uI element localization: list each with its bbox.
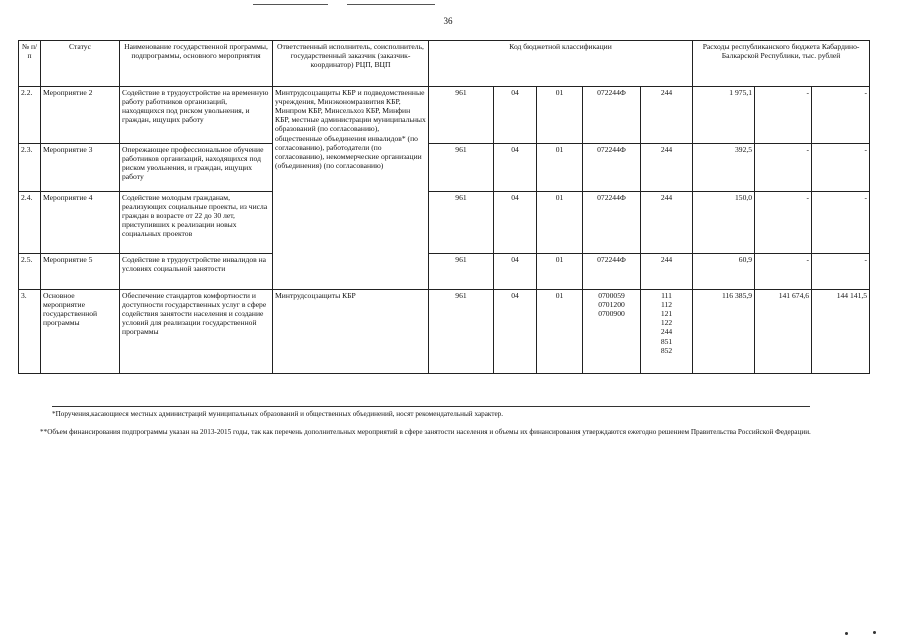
scan-speck [845, 632, 848, 635]
pr-code: 01 [537, 87, 583, 144]
expense-year-3: - [812, 87, 870, 144]
row-status: Основное мероприятие государственной программы [41, 290, 120, 374]
header-status: Статус [41, 41, 120, 87]
vr-code: 111 [661, 291, 672, 300]
row-executor: Минтрудсоцзащиты КБР [273, 290, 429, 374]
header-executor: Ответственный исполнитель, соисполнитель, государственный заказчик (заказчик-координатор) РЦП, ВЦП [273, 41, 429, 87]
expense-year-2: - [755, 144, 812, 192]
row-name: Обеспечение стандартов комфортности и доступности государственных услуг в сфере содействия занятости населения и создание условий для реализации государственной программы [120, 290, 273, 374]
row-name: Содействие в трудоустройстве инвалидов на условиях социальной занятости [120, 254, 273, 290]
expense-year-2: - [755, 87, 812, 144]
pr-code: 01 [537, 192, 583, 254]
rz-code: 04 [494, 144, 537, 192]
expense-year-2: - [755, 254, 812, 290]
row-num: 2.2. [19, 87, 41, 144]
row-status: Мероприятие 5 [41, 254, 120, 290]
rz-code: 04 [494, 290, 537, 374]
row-num: 2.3. [19, 144, 41, 192]
header-row [19, 41, 870, 87]
grbs-code: 961 [429, 144, 494, 192]
vr-code: 852 [660, 345, 673, 355]
csr-code: 0701200 [598, 300, 625, 310]
expense-year-2: 141 674,6 [755, 290, 812, 374]
csr-code: 0700900 [598, 309, 625, 319]
vr-code: 244 [660, 327, 673, 337]
csr-code: 072244Ф [583, 144, 641, 192]
vr-code: 244 [641, 144, 693, 192]
header-expenses: Расходы республиканского бюджета Кабардино-Балкарской Республики, тыс. рублей [693, 41, 870, 87]
table-row [19, 254, 870, 290]
vr-code: 851 [660, 336, 673, 346]
table-row [19, 144, 870, 192]
expense-year-1: 116 385,9 [693, 290, 755, 374]
footnote-2: **Объем финансирования подпрограммы указан на 2013-2015 годы, так как перечень дополнительных мероприятий в сфере занятости населения и объемы их финансирования утверждаются ежегодно решением Правительства Российской Федерации. [40, 428, 811, 436]
pr-code: 01 [537, 254, 583, 290]
pr-code: 01 [537, 290, 583, 374]
csr-code: 072244Ф [583, 192, 641, 254]
vr-code: 112 [660, 300, 673, 310]
row-name: Содействие молодым гражданам, реализующих социальные проекты, из числа граждан в возрасте от 22 до 30 лет, приступивших к реализации новых социальных проектов [120, 192, 273, 254]
expense-year-3: - [812, 144, 870, 192]
row-status: Мероприятие 2 [41, 87, 120, 144]
vr-code: 121 [660, 309, 673, 319]
top-rule-left [253, 4, 328, 5]
row-num: 2.4. [19, 192, 41, 254]
expense-year-1: 392,5 [693, 144, 755, 192]
row-status: Мероприятие 4 [41, 192, 120, 254]
expense-year-3: 144 141,5 [812, 290, 870, 374]
vr-code-list [641, 290, 693, 374]
grbs-code: 961 [429, 290, 494, 374]
vr-code: 244 [641, 87, 693, 144]
rz-code: 04 [494, 87, 537, 144]
csr-code-list [583, 290, 641, 374]
expense-year-1: 1 975,1 [693, 87, 755, 144]
vr-code: 122 [660, 318, 673, 328]
expense-year-3: - [812, 254, 870, 290]
row-status: Мероприятие 3 [41, 144, 120, 192]
expense-year-1: 60,9 [693, 254, 755, 290]
vr-code: 244 [641, 192, 693, 254]
grbs-code: 961 [429, 87, 494, 144]
row-name: Опережающее профессиональное обучение работников организаций, находящихся под риском увольнения, и граждан, ищущих работу [120, 144, 273, 192]
csr-code: 072244Ф [583, 87, 641, 144]
rz-code: 04 [494, 254, 537, 290]
scan-speck [873, 631, 876, 634]
grbs-code: 961 [429, 192, 494, 254]
header-name: Наименование государственной программы, подпрограммы, основного мероприятия [120, 41, 273, 87]
header-num: № п/п [19, 41, 41, 87]
expense-year-2: - [755, 192, 812, 254]
vr-code: 244 [641, 254, 693, 290]
row-num: 3. [19, 290, 41, 374]
csr-code: 072244Ф [583, 254, 641, 290]
top-rule-right [347, 4, 435, 5]
shared-executor-cell: Минтрудсоцзащиты КБР и подведомственные учреждения, Минэкономразвития КБР, Минпром КБР, Минсельхоз КБР, Минфин КБР, местные администрации муниципальных образований (по согласованию), общественные объединения инвалидов* (по согласованию), работодатели (по согласованию), некоммерческие организации (объединения) (по согласованию) [273, 87, 429, 290]
row-num: 2.5. [19, 254, 41, 290]
program-table [18, 40, 870, 374]
table-row [19, 192, 870, 254]
page-number: 36 [443, 16, 453, 26]
table-row [19, 87, 870, 144]
csr-code: 0700059 [598, 291, 625, 300]
rz-code: 04 [494, 192, 537, 254]
footnote-1: *Поручения,касающиеся местных администраций муниципальных образований и общественных объединений, носят рекомендательный характер. [52, 410, 504, 418]
expense-year-1: 150,0 [693, 192, 755, 254]
pr-code: 01 [537, 144, 583, 192]
footnote-separator [52, 406, 810, 407]
table-row [19, 290, 870, 374]
expense-year-3: - [812, 192, 870, 254]
grbs-code: 961 [429, 254, 494, 290]
header-budget-code: Код бюджетной классификации [429, 41, 693, 87]
row-name: Содействие в трудоустройстве на временную работу работников организаций, находящихся под риском увольнения, и граждан, ищущих работу [120, 87, 273, 144]
